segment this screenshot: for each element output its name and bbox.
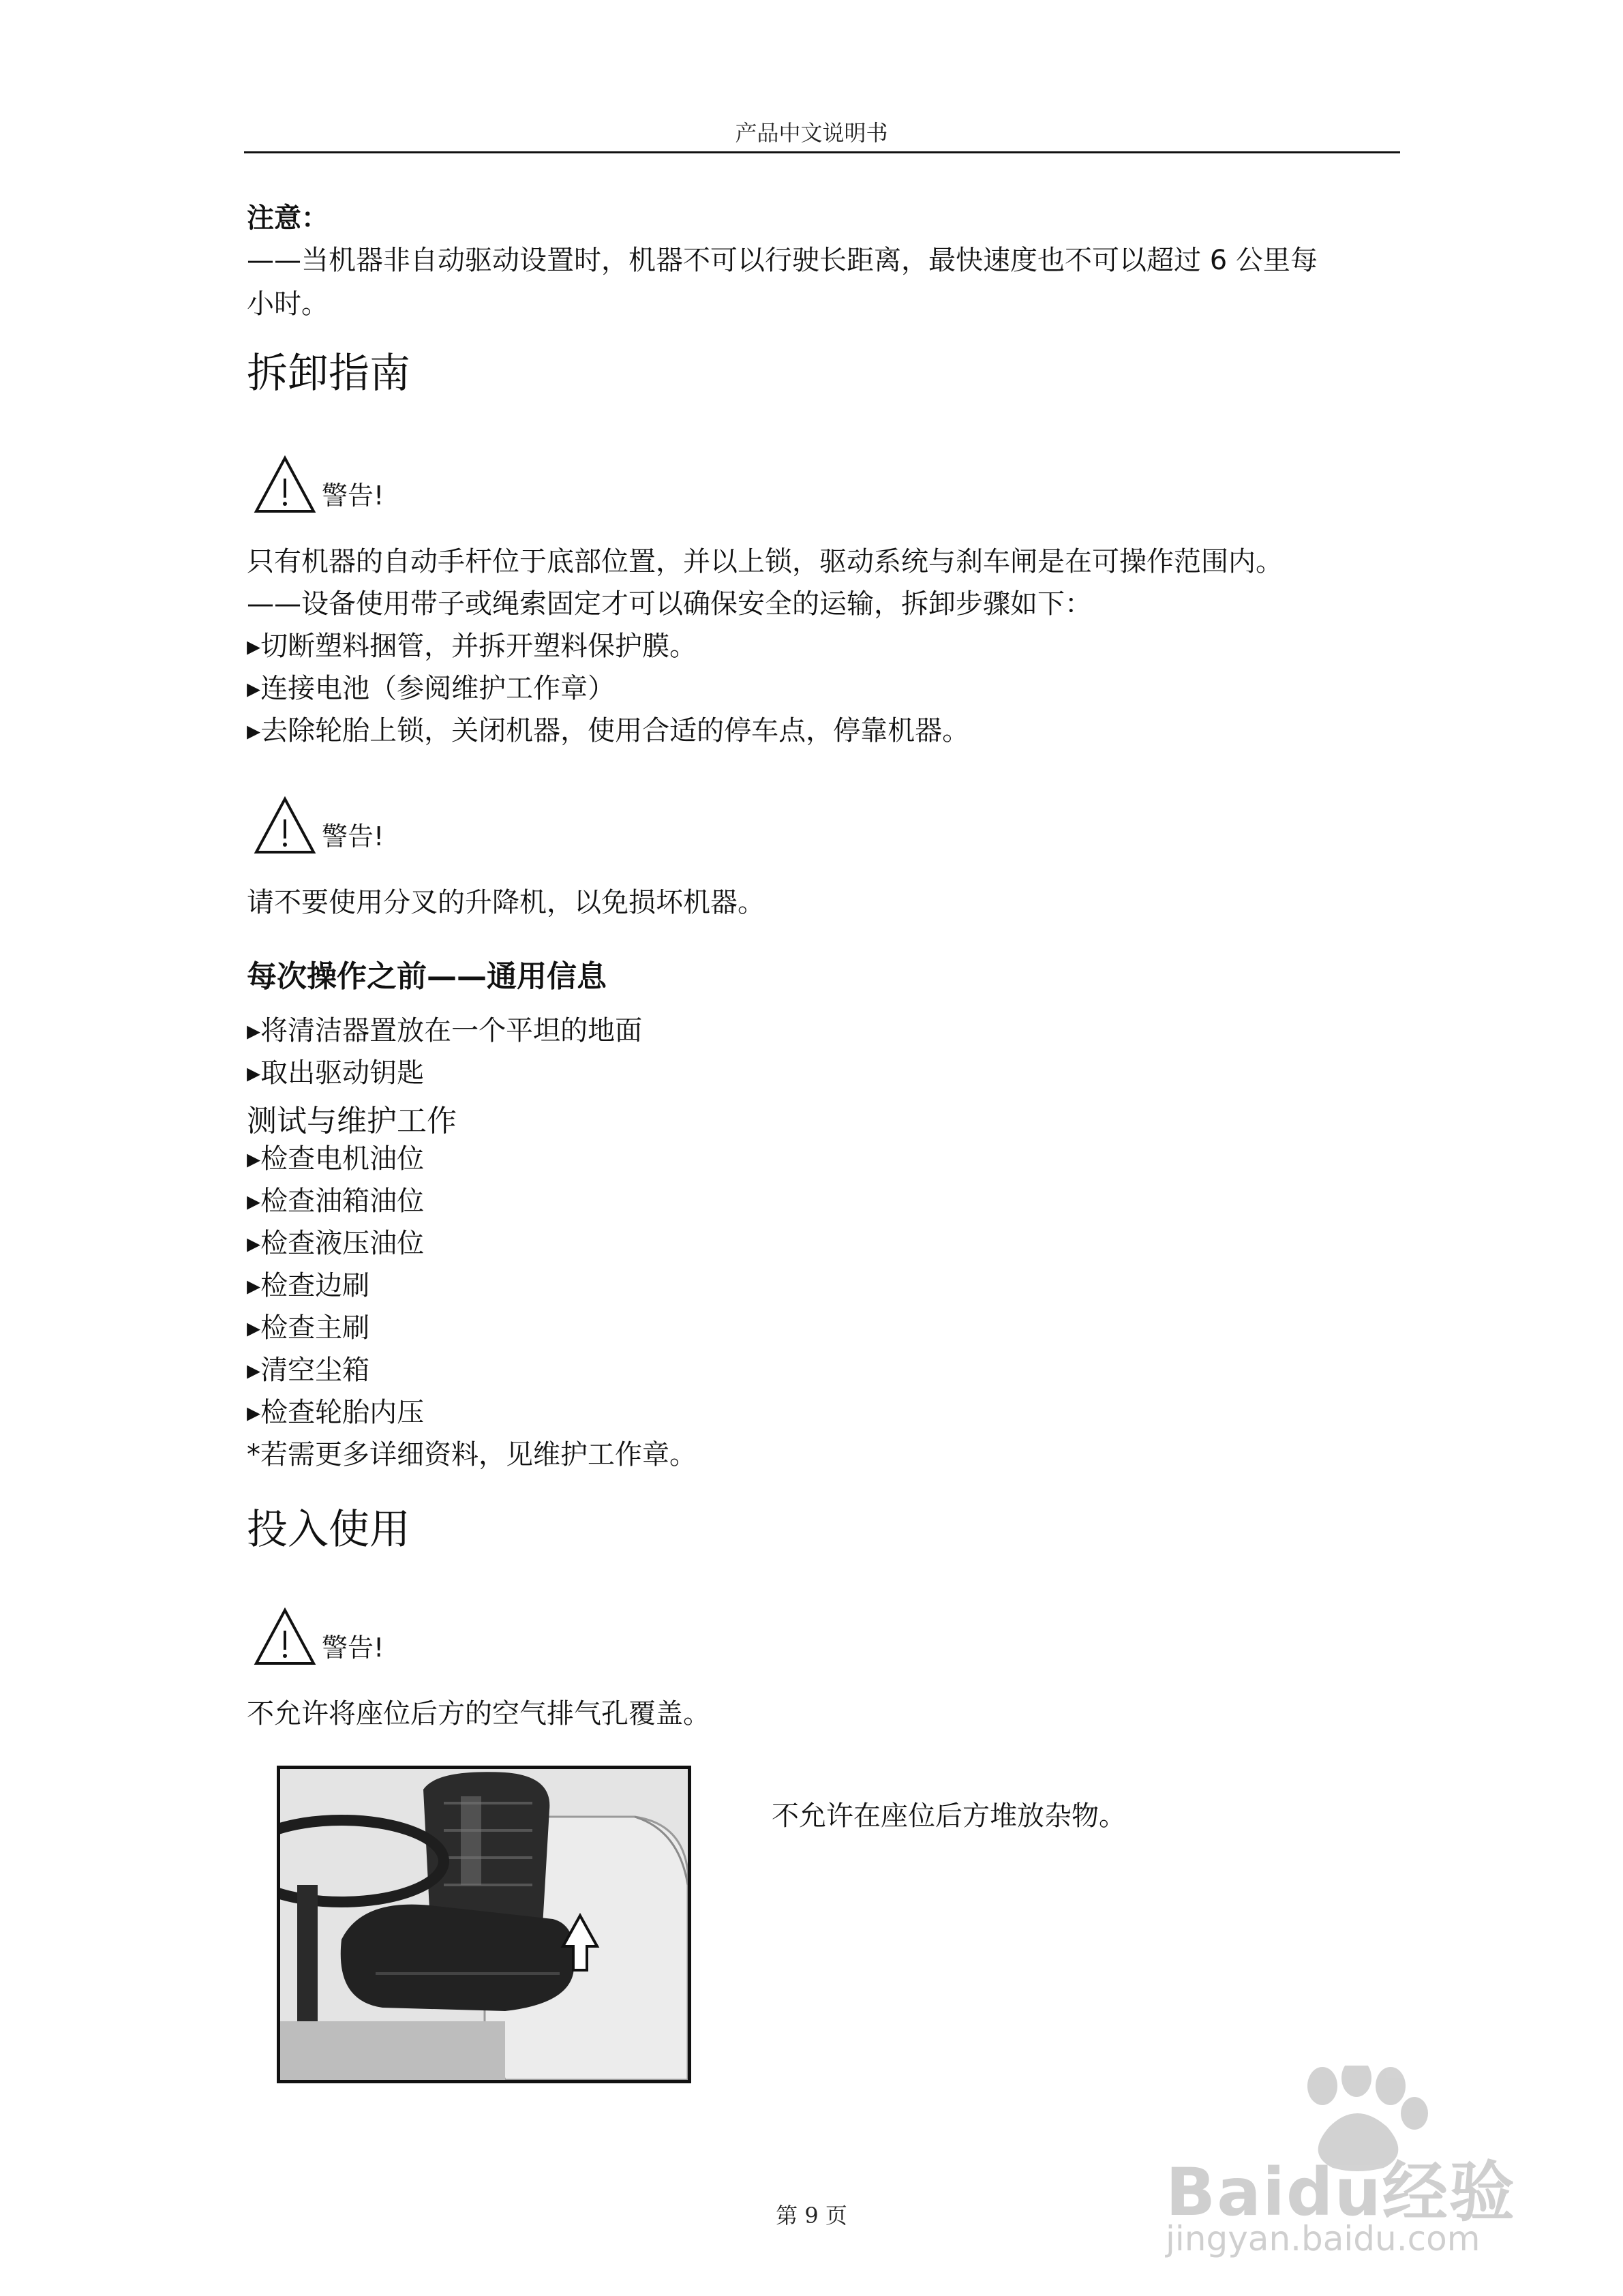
section-title-put-into-use: 投入使用 xyxy=(247,1506,410,1554)
warning-label: 警告! xyxy=(322,481,384,511)
seat-photo xyxy=(277,1766,691,2083)
page-header-title: 产品中文说明书 xyxy=(735,120,888,146)
page-number: 第 9 页 xyxy=(776,2203,847,2229)
watermark-text: Baidu经验 xyxy=(1166,2154,1516,2231)
use-line-1: 不允许将座位后方的空气排气孔覆盖。 xyxy=(247,1698,710,1729)
note-line-1: ——当机器非自动驱动设置时，机器不可以行驶长距离，最快速度也不可以超过 6 公里每 xyxy=(247,245,1318,276)
disassembly-caution: 请不要使用分叉的升降机，以免损坏机器。 xyxy=(247,887,765,918)
section-title-test-maintenance: 测试与维护工作 xyxy=(247,1104,457,1138)
note-line-2: 小时。 xyxy=(247,288,329,320)
warning-label: 警告! xyxy=(322,821,384,851)
disassembly-step-2: ▸连接电池（参阅维护工作章） xyxy=(247,673,616,704)
warning-label: 警告! xyxy=(322,1633,384,1663)
disassembly-line-1: 只有机器的自动手杆位于底部位置，并以上锁，驱动系统与刹车闸是在可操作范围内。 xyxy=(247,546,1283,577)
before-operation-item-1: ▸将清洁器置放在一个平坦的地面 xyxy=(247,1015,643,1046)
warning-block-1 xyxy=(254,455,594,517)
warning-triangle-icon xyxy=(254,1607,316,1666)
test-item-4: ▸检查边刷 xyxy=(247,1270,370,1301)
header-divider xyxy=(244,151,1400,153)
disassembly-step-3: ▸去除轮胎上锁，关闭机器，使用合适的停车点，停靠机器。 xyxy=(247,715,970,746)
warning-block-2 xyxy=(254,796,594,858)
before-operation-item-2: ▸取出驱动钥匙 xyxy=(247,1057,425,1089)
photo-caption: 不允许在座位后方堆放杂物。 xyxy=(772,1800,1126,1832)
watermark-url: jingyan.baidu.com xyxy=(1166,2219,1481,2259)
test-item-7: ▸检查轮胎内压 xyxy=(247,1397,425,1428)
section-title-disassembly: 拆卸指南 xyxy=(247,350,410,397)
section-title-before-operation: 每次操作之前——通用信息 xyxy=(247,959,607,994)
seat-photo-illustration xyxy=(280,1769,688,2080)
test-item-5: ▸检查主刷 xyxy=(247,1312,370,1344)
test-item-6: ▸清空尘箱 xyxy=(247,1355,370,1386)
test-item-3: ▸检查液压油位 xyxy=(247,1228,425,1259)
test-item-1: ▸检查电机油位 xyxy=(247,1143,425,1175)
warning-triangle-icon xyxy=(254,796,316,855)
test-item-2: ▸检查油箱油位 xyxy=(247,1185,425,1217)
disassembly-step-1: ▸切断塑料捆管，并拆开塑料保护膜。 xyxy=(247,631,697,662)
baidu-watermark xyxy=(1152,2066,1561,2270)
warning-triangle-icon xyxy=(254,455,316,514)
test-footnote: *若需更多详细资料，见维护工作章。 xyxy=(247,1439,697,1470)
note-heading: 注意： xyxy=(247,202,329,234)
warning-block-3 xyxy=(254,1607,594,1669)
disassembly-line-2: ——设备使用带子或绳索固定才可以确保安全的运输，拆卸步骤如下： xyxy=(247,588,1092,620)
